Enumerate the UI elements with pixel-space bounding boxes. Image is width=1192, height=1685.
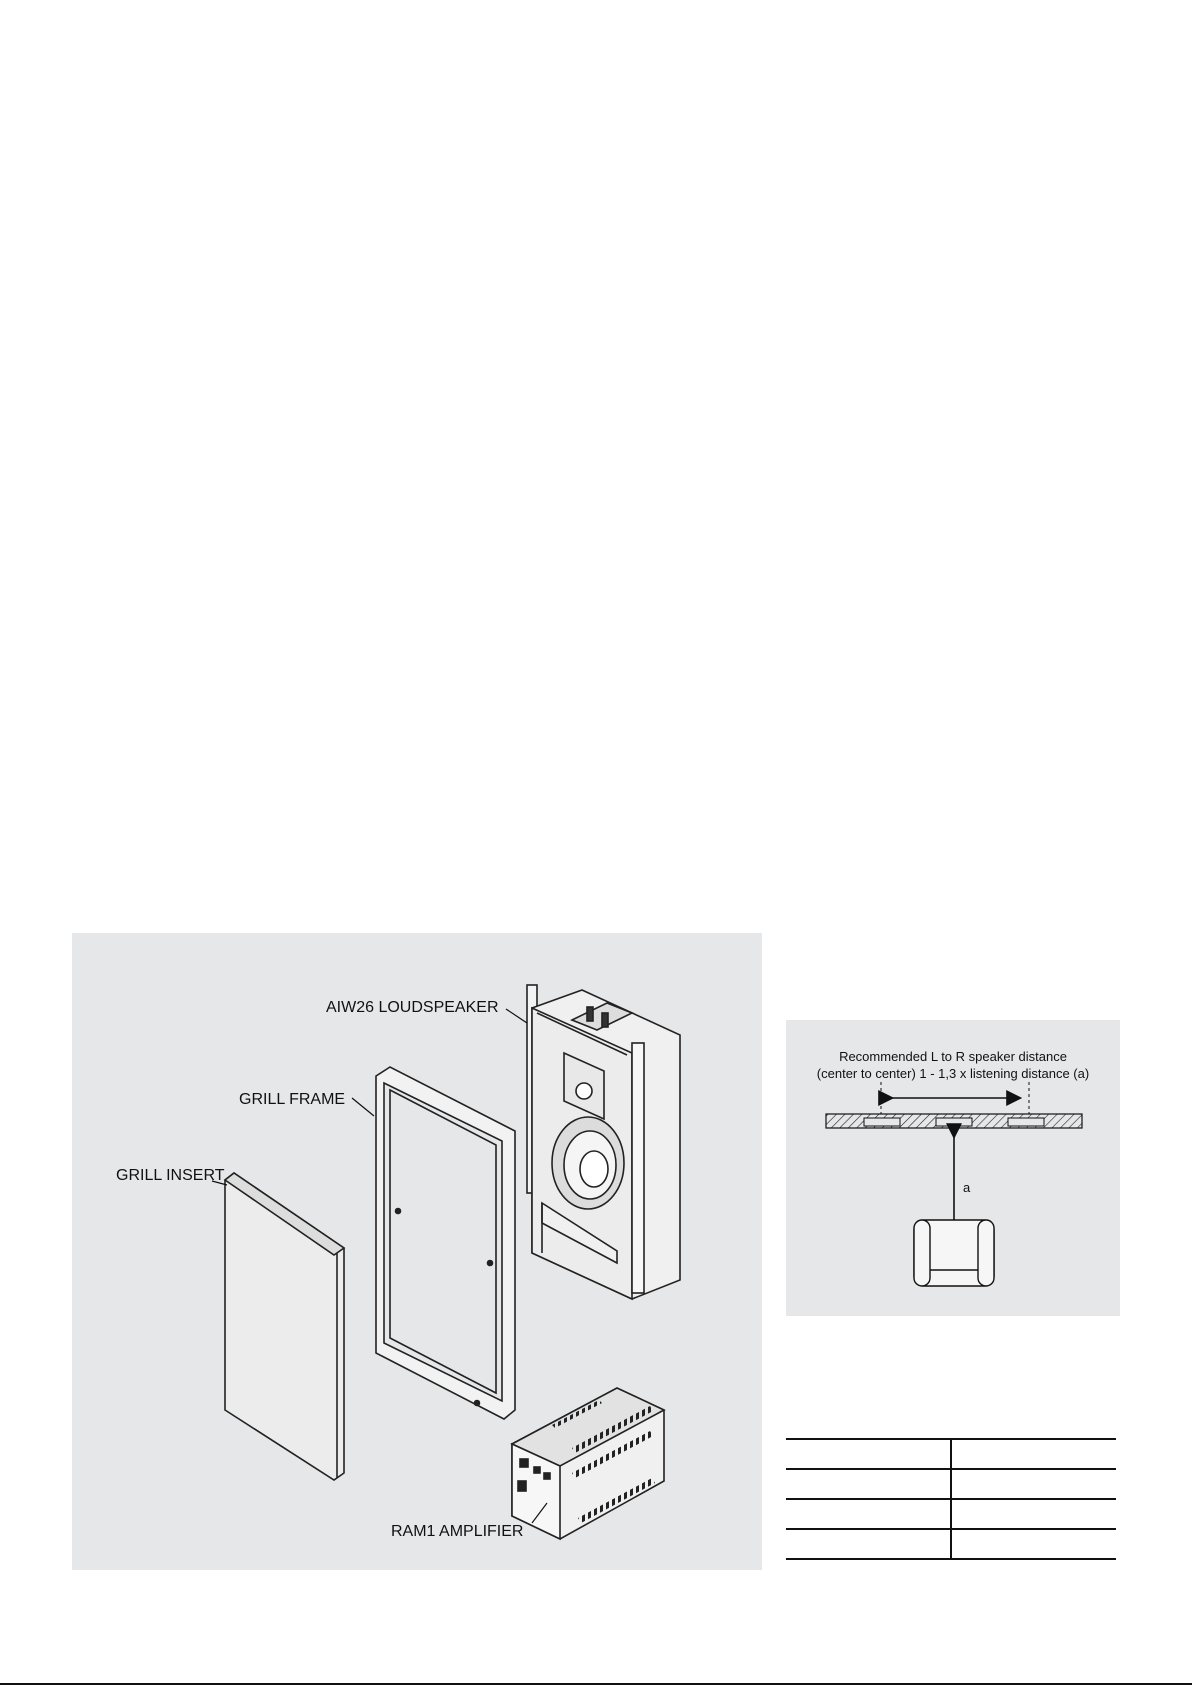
table-row [786, 1439, 1116, 1469]
right-speaker [1008, 1118, 1044, 1126]
listening-distance-label: a [963, 1180, 971, 1195]
table-cell [786, 1439, 951, 1469]
placement-caption-line2: (center to center) 1 - 1,3 x listening distance (a) [816, 1066, 1090, 1081]
amplifier-drawing [512, 1388, 664, 1539]
grill-insert-label: GRILL INSERT [116, 1167, 225, 1184]
table-cell [951, 1499, 1116, 1529]
table-cell [951, 1469, 1116, 1499]
table-cell [951, 1529, 1116, 1559]
grill-insert-drawing [225, 1173, 344, 1480]
table-row [786, 1469, 1116, 1499]
speaker-placement-figure [786, 1020, 1120, 1316]
table-row [786, 1499, 1116, 1529]
loudspeaker-drawing [527, 985, 680, 1299]
exploded-view-drawing [72, 933, 762, 1570]
exploded-view-figure [72, 933, 762, 1570]
table-cell [786, 1529, 951, 1559]
amplifier-label: RAM1 AMPLIFIER [391, 1523, 524, 1540]
table-cell [786, 1499, 951, 1529]
center-speaker [936, 1118, 972, 1126]
grill-frame-drawing [376, 1067, 515, 1419]
table-row [786, 1529, 1116, 1559]
placement-caption-line1: Recommended L to R speaker distance [839, 1049, 1067, 1064]
loudspeaker-label: AIW26 LOUDSPEAKER [326, 999, 499, 1016]
grill-frame-label: GRILL FRAME [239, 1091, 346, 1108]
table-cell [951, 1439, 1116, 1469]
spec-table [786, 1438, 1116, 1560]
left-speaker [864, 1118, 900, 1126]
armchair-icon [914, 1220, 994, 1286]
speaker-placement-drawing [786, 1020, 1120, 1316]
table-cell [786, 1469, 951, 1499]
